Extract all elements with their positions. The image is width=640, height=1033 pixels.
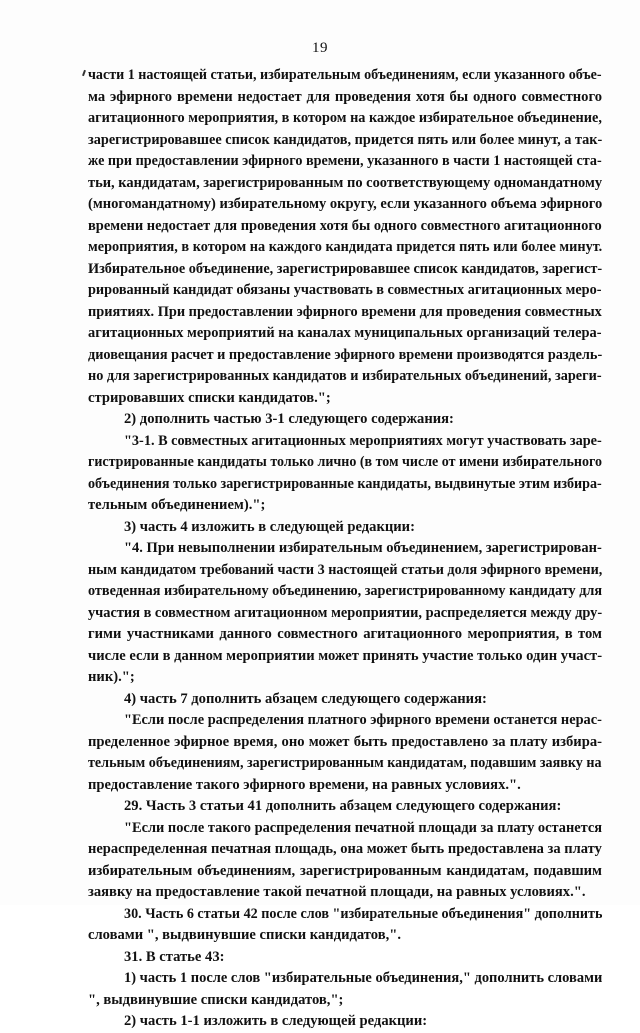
text-line (88, 882, 602, 904)
text-line-content: ", выдвинувшие списки кандидатов,"; (88, 991, 344, 1008)
text-line (88, 753, 602, 775)
text-line-content: ным кандидатом требований части 3 настоящей статьи доля эфирного времени, (88, 561, 602, 578)
text-line (88, 861, 602, 883)
text-line (88, 818, 602, 840)
text-line-content: объединения только зарегистрированные кандидаты, выдвинутые этим избира- (88, 475, 602, 492)
text-line (88, 495, 602, 517)
text-line-content: 30. Часть 6 статьи 42 после слов "избирательные объединения" дополнить (124, 905, 602, 922)
text-line (88, 237, 602, 259)
text-line-content: нераспределенная печатная площадь, она может быть предоставлена за плату (88, 841, 602, 857)
text-line-content: стрировавших списки кандидатов."; (88, 389, 331, 406)
text-line (88, 624, 602, 646)
text-line-content: мероприятия, в котором на каждого кандидата придется пять или более минут. (88, 239, 602, 255)
text-line (88, 517, 602, 539)
text-line (88, 1011, 602, 1033)
text-line (88, 732, 602, 754)
text-line (88, 947, 602, 969)
text-line-content: участия в совместном агитационном мероприятии, распределяется между дру- (88, 604, 602, 621)
text-line-content: "Если после распределения платного эфирного времени останется нерас- (124, 712, 602, 728)
page-number: 19 (312, 40, 328, 56)
text-line (88, 259, 602, 281)
text-line (88, 667, 602, 689)
text-line-content: (многомандатному) избирательному округу, если указанного объема эфирного (88, 196, 602, 212)
text-line-content: словами ", выдвинувшие списки кандидатов,". (88, 927, 401, 943)
text-line-content: 2) дополнить частью 3-1 следующего содержания: (124, 411, 454, 427)
text-line (88, 302, 602, 324)
text-line-content: избирательным объединениям, зарегистрированным кандидатам, подавшим (88, 862, 602, 879)
text-line-content: 4) часть 7 дополнить абзацем следующего содержания: (124, 690, 487, 707)
text-line-content: диовещания расчет и предоставление эфирного времени производятся раздель- (88, 346, 602, 363)
text-line-content: заявку на предоставление такой печатной площади, на равных условиях.". (88, 884, 586, 900)
text-line (88, 775, 602, 797)
text-line (88, 388, 602, 410)
text-line-content: части 1 настоящей статьи, избирательным объединениям, если указанного объе- (88, 67, 602, 83)
text-line-content: отведенная избирательному объединению, зарегистрированному кандидату для (88, 583, 602, 599)
text-line-content: числе если в данном мероприятии может принять участие только один участ- (88, 647, 602, 664)
text-line-content: Избирательное объединение, зарегистрировавшее список кандидатов, зарегист- (88, 260, 602, 277)
text-line-content: "3-1. В совместных агитационных мероприятиях могут участвовать заре- (124, 432, 602, 449)
text-line-content: тельным объединением)."; (88, 497, 266, 513)
text-line (88, 796, 602, 818)
text-line (88, 151, 602, 173)
text-line (88, 538, 602, 560)
text-line (88, 108, 602, 130)
text-line-content: времени недостает для проведения хотя бы одного совместного агитационного (88, 217, 602, 234)
text-line-content: 1) часть 1 после слов "избирательные объединения," дополнить словами (124, 970, 602, 986)
document-body (88, 65, 602, 1033)
text-line-content: "Если после такого распределения печатной площади за плату останется (124, 819, 602, 836)
text-line (88, 474, 602, 496)
text-line-content: пределенное эфирное время, оно может быть предоставлено за плату избира- (88, 733, 602, 750)
text-line-content: ма эфирного времени недостает для проведения хотя бы одного совместного (88, 88, 602, 105)
text-line-content: зарегистрировавшее список кандидатов, придется пять или более минут, а так- (88, 131, 602, 148)
text-line-content: 3) часть 4 изложить в следующей редакции: (124, 518, 415, 535)
text-line (88, 366, 602, 388)
text-line-content: приятиях. При предоставлении эфирного времени для проведения совместных (88, 303, 602, 320)
text-line-content: же при предоставлении эфирного времени, указанного в части 1 настоящей ста- (88, 153, 602, 169)
text-line (88, 603, 602, 625)
text-line-content: "4. При невыполнении избирательным объединением, зарегистрирован- (124, 540, 602, 556)
text-line (88, 194, 602, 216)
text-line-content: агитационных мероприятий на каналах муниципальных организаций телера- (88, 325, 602, 341)
text-line-content: ник)."; (88, 669, 135, 685)
text-line-content: 2) часть 1-1 изложить в следующей редакции: (124, 1013, 428, 1029)
text-line (88, 87, 602, 109)
text-line (88, 216, 602, 238)
text-line (88, 560, 602, 582)
text-line-content: но для зарегистрированных кандидатов и избирательных объединений, зареги- (88, 368, 602, 384)
text-line (88, 409, 602, 431)
text-line (88, 689, 602, 711)
text-line-content: 31. В статье 43: (124, 948, 225, 965)
text-line (88, 173, 602, 195)
text-line-content: гими участниками данного совместного агитационного мероприятия, в том (88, 626, 602, 642)
text-line-content: тельным объединениям, зарегистрированным кандидатам, подавшим заявку на (88, 755, 602, 771)
text-line (88, 904, 602, 926)
text-line (88, 925, 602, 947)
text-line (88, 65, 602, 87)
text-line (88, 431, 602, 453)
text-line-content: 29. Часть 3 статьи 41 дополнить абзацем следующего содержания: (124, 798, 562, 814)
text-line (88, 710, 602, 732)
text-line-content: тьи, кандидатам, зарегистрированным по соответствующему одномандатному (88, 174, 602, 191)
text-line (88, 990, 602, 1012)
text-line (88, 345, 602, 367)
text-line (88, 839, 602, 861)
margin-mark (82, 70, 86, 76)
text-line-content: предоставление такого эфирного времени, на равных условиях.". (88, 776, 521, 793)
text-line (88, 280, 602, 302)
text-line (88, 581, 602, 603)
text-line (88, 968, 602, 990)
text-line-content: гистрированные кандидаты только лично (в том числе от имени избирательного (88, 454, 602, 470)
text-line (88, 452, 602, 474)
text-line-content: рированный кандидат обязаны участвовать в совместных агитационных меро- (88, 282, 602, 298)
text-line-content: агитационного мероприятия, в котором на каждое избирательное объединение, (88, 110, 602, 126)
text-line (88, 646, 602, 668)
text-line (88, 130, 602, 152)
text-line (88, 323, 602, 345)
